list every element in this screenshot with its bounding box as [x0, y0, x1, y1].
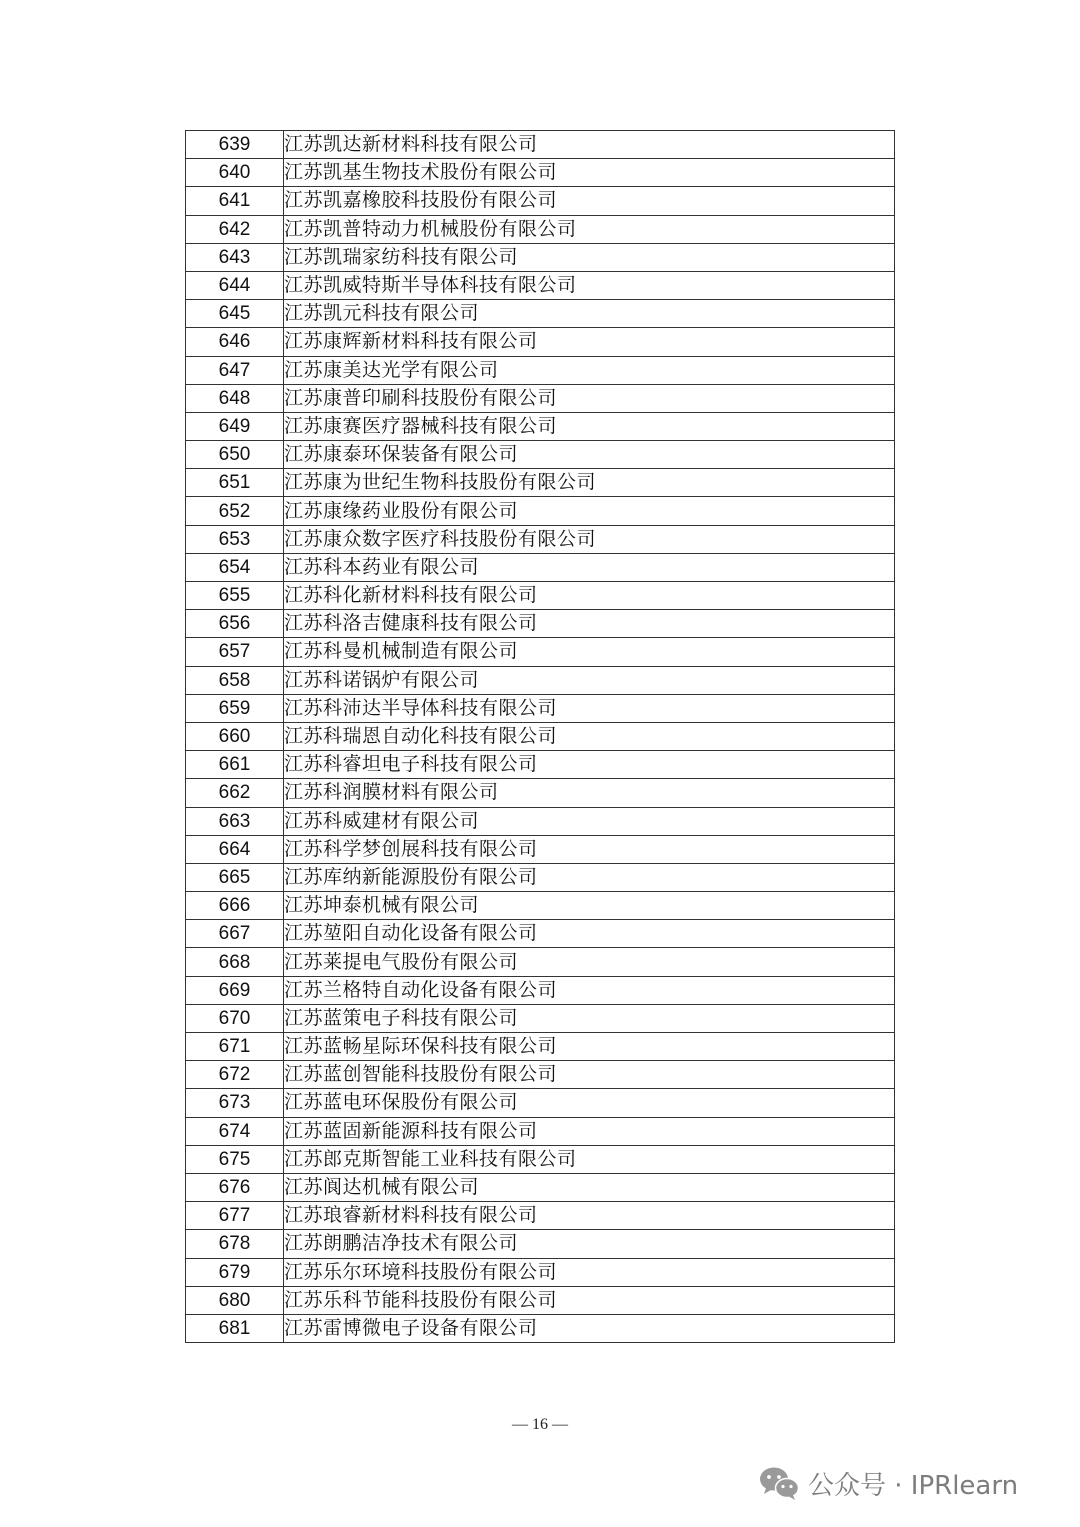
company-name: 江苏科本药业有限公司	[284, 553, 895, 581]
company-name: 江苏科睿坦电子科技有限公司	[284, 751, 895, 779]
row-number: 652	[186, 497, 284, 525]
row-number: 644	[186, 271, 284, 299]
row-number: 680	[186, 1286, 284, 1314]
company-name: 江苏乐尔环境科技股份有限公司	[284, 1258, 895, 1286]
row-number: 639	[186, 131, 284, 159]
company-name: 江苏阆达机械有限公司	[284, 1173, 895, 1201]
company-name: 江苏科曼机械制造有限公司	[284, 638, 895, 666]
table-row	[186, 751, 895, 779]
company-name: 江苏琅睿新材料科技有限公司	[284, 1202, 895, 1230]
table-row	[186, 384, 895, 412]
row-number: 661	[186, 751, 284, 779]
row-number: 641	[186, 187, 284, 215]
row-number: 656	[186, 610, 284, 638]
company-name: 江苏科威建材有限公司	[284, 807, 895, 835]
table-row	[186, 1033, 895, 1061]
row-number: 671	[186, 1033, 284, 1061]
watermark-text: 公众号 · IPRlearn	[808, 1470, 1019, 1501]
row-number: 668	[186, 948, 284, 976]
table-row	[186, 1314, 895, 1342]
watermark	[758, 1463, 1018, 1503]
row-number: 646	[186, 328, 284, 356]
company-name: 江苏雷博微电子设备有限公司	[284, 1314, 895, 1342]
table-row	[186, 1089, 895, 1117]
company-name: 江苏科沛达半导体科技有限公司	[284, 694, 895, 722]
row-number: 681	[186, 1314, 284, 1342]
company-name: 江苏乐科节能科技股份有限公司	[284, 1286, 895, 1314]
company-name: 江苏蓝畅星际环保科技有限公司	[284, 1033, 895, 1061]
table-row	[186, 892, 895, 920]
company-name: 江苏蓝策电子科技有限公司	[284, 1004, 895, 1032]
company-name: 江苏康普印刷科技股份有限公司	[284, 384, 895, 412]
table-row	[186, 694, 895, 722]
company-name: 江苏康缘药业股份有限公司	[284, 497, 895, 525]
company-name: 江苏蓝创智能科技股份有限公司	[284, 1061, 895, 1089]
company-name: 江苏莱提电气股份有限公司	[284, 948, 895, 976]
table-row	[186, 553, 895, 581]
table-row	[186, 638, 895, 666]
table-row	[186, 131, 895, 159]
row-number: 674	[186, 1117, 284, 1145]
row-number: 664	[186, 835, 284, 863]
table-row	[186, 243, 895, 271]
company-name: 江苏康赛医疗器械科技有限公司	[284, 412, 895, 440]
table-row	[186, 835, 895, 863]
row-number: 655	[186, 582, 284, 610]
row-number: 649	[186, 412, 284, 440]
row-number: 665	[186, 863, 284, 891]
company-name: 江苏库纳新能源股份有限公司	[284, 863, 895, 891]
table-row	[186, 976, 895, 1004]
table-row	[186, 1004, 895, 1032]
company-name: 江苏郎克斯智能工业科技有限公司	[284, 1145, 895, 1173]
row-number: 662	[186, 779, 284, 807]
table-row	[186, 159, 895, 187]
row-number: 663	[186, 807, 284, 835]
table-row	[186, 920, 895, 948]
table-row	[186, 610, 895, 638]
table-row	[186, 1258, 895, 1286]
company-name: 江苏科学梦创展科技有限公司	[284, 835, 895, 863]
table-row	[186, 300, 895, 328]
row-number: 673	[186, 1089, 284, 1117]
company-name: 江苏科诺锅炉有限公司	[284, 666, 895, 694]
company-name: 江苏康美达光学有限公司	[284, 356, 895, 384]
company-list-table	[185, 130, 895, 1343]
row-number: 677	[186, 1202, 284, 1230]
table-row	[186, 525, 895, 553]
row-number: 669	[186, 976, 284, 1004]
company-name: 江苏凯元科技有限公司	[284, 300, 895, 328]
row-number: 653	[186, 525, 284, 553]
row-number: 667	[186, 920, 284, 948]
table-row	[186, 863, 895, 891]
table-row	[186, 328, 895, 356]
row-number: 640	[186, 159, 284, 187]
company-name: 江苏凯威特斯半导体科技有限公司	[284, 271, 895, 299]
table-row	[186, 807, 895, 835]
row-number: 670	[186, 1004, 284, 1032]
company-list-body	[186, 131, 895, 1343]
table-row	[186, 469, 895, 497]
row-number: 657	[186, 638, 284, 666]
company-name: 江苏康泰环保装备有限公司	[284, 441, 895, 469]
row-number: 658	[186, 666, 284, 694]
company-name: 江苏科化新材料科技有限公司	[284, 582, 895, 610]
table-row	[186, 1117, 895, 1145]
company-name: 江苏科洛吉健康科技有限公司	[284, 610, 895, 638]
company-name: 江苏凯瑞家纺科技有限公司	[284, 243, 895, 271]
table-row	[186, 1202, 895, 1230]
company-name: 江苏康辉新材料科技有限公司	[284, 328, 895, 356]
table-row	[186, 215, 895, 243]
row-number: 651	[186, 469, 284, 497]
company-name: 江苏堃阳自动化设备有限公司	[284, 920, 895, 948]
table-row	[186, 1173, 895, 1201]
table-row	[186, 1145, 895, 1173]
table-row	[186, 1286, 895, 1314]
row-number: 650	[186, 441, 284, 469]
table-row	[186, 779, 895, 807]
table-row	[186, 271, 895, 299]
table-row	[186, 1061, 895, 1089]
table-row	[186, 497, 895, 525]
company-name: 江苏康众数字医疗科技股份有限公司	[284, 525, 895, 553]
row-number: 659	[186, 694, 284, 722]
table-row	[186, 948, 895, 976]
company-name: 江苏蓝固新能源科技有限公司	[284, 1117, 895, 1145]
company-name: 江苏康为世纪生物科技股份有限公司	[284, 469, 895, 497]
row-number: 642	[186, 215, 284, 243]
row-number: 672	[186, 1061, 284, 1089]
company-name: 江苏朗鹏洁净技术有限公司	[284, 1230, 895, 1258]
table-row	[186, 666, 895, 694]
company-name: 江苏凯基生物技术股份有限公司	[284, 159, 895, 187]
row-number: 645	[186, 300, 284, 328]
company-name: 江苏兰格特自动化设备有限公司	[284, 976, 895, 1004]
row-number: 675	[186, 1145, 284, 1173]
row-number: 654	[186, 553, 284, 581]
wechat-icon	[758, 1465, 800, 1501]
row-number: 647	[186, 356, 284, 384]
row-number: 648	[186, 384, 284, 412]
row-number: 666	[186, 892, 284, 920]
company-name: 江苏科润膜材料有限公司	[284, 779, 895, 807]
table-row	[186, 1230, 895, 1258]
company-name: 江苏科瑞恩自动化科技有限公司	[284, 722, 895, 750]
table-row	[186, 441, 895, 469]
company-name: 江苏蓝电环保股份有限公司	[284, 1089, 895, 1117]
table-row	[186, 582, 895, 610]
company-name: 江苏坤泰机械有限公司	[284, 892, 895, 920]
table-row	[186, 412, 895, 440]
row-number: 660	[186, 722, 284, 750]
page-number: — 16 —	[512, 1416, 568, 1433]
table-row	[186, 722, 895, 750]
company-name: 江苏凯嘉橡胶科技股份有限公司	[284, 187, 895, 215]
row-number: 643	[186, 243, 284, 271]
row-number: 676	[186, 1173, 284, 1201]
table-row	[186, 187, 895, 215]
company-name: 江苏凯普特动力机械股份有限公司	[284, 215, 895, 243]
table-row	[186, 356, 895, 384]
row-number: 678	[186, 1230, 284, 1258]
row-number: 679	[186, 1258, 284, 1286]
company-name: 江苏凯达新材料科技有限公司	[284, 131, 895, 159]
